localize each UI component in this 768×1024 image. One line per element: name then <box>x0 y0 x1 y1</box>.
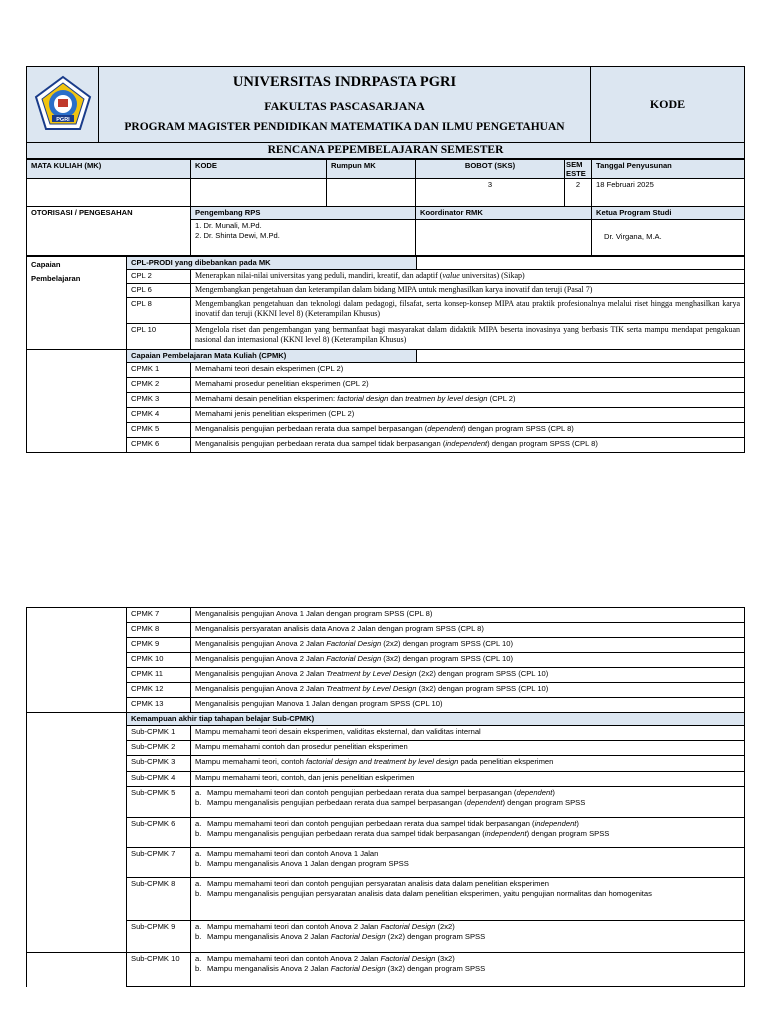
sub-8-b <box>195 889 740 899</box>
cpmk-7-text: Menganalisis pengujian Anova 1 Jalan dengan program SPSS (CPL 8) <box>191 608 745 623</box>
p2-left-empty-2 <box>27 713 127 953</box>
marker: a. <box>195 819 202 828</box>
rumpun-label: Rumpun MK <box>327 160 416 179</box>
cpl-header-empty <box>417 257 745 270</box>
t: Mampu menganalisis pengujian perbedaan rerata dua sampel berpasangan ( <box>207 798 467 807</box>
cpmk-10-text <box>191 653 745 668</box>
cpmk-3-i2: treatmen by level design <box>405 394 488 403</box>
rps-page-1 <box>26 66 744 453</box>
sub-cpmk-header: Kemampuan akhir tiap tahapan belajar Sub-CPMK) <box>127 713 745 726</box>
cpl-text <box>191 270 745 284</box>
cpmk-2-text: Memahami prosedur penelitian eksperimen (CPL 2) <box>191 378 745 393</box>
otorisasi-label: OTORISASI / PENGESAHAN <box>27 207 191 220</box>
header-table <box>26 66 745 159</box>
cpl-code: CPL 8 <box>127 298 191 324</box>
cpmk-code: CPMK 11 <box>127 668 191 683</box>
sub-3-b: pada penelitian eksperimen <box>458 757 554 766</box>
program-name: PROGRAM MAGISTER PENDIDIKAN MATEMATIKA DAN ILMU PENGETAHUAN <box>124 120 565 133</box>
t: dependent <box>466 798 503 807</box>
cpmk-12-a: Menganalisis pengujian Anova 2 Jalan <box>195 684 327 693</box>
cpmk-13-text: Menganalisis pengujian Manova 1 Jalan dengan program SPSS (CPL 10) <box>191 698 745 713</box>
marker: b. <box>195 932 202 941</box>
sub-5-b-text <box>207 798 585 808</box>
sub-6-a <box>195 819 740 829</box>
marker: b. <box>195 859 202 868</box>
university-name: UNIVERSITAS INDRPASTA PGRI <box>232 73 457 90</box>
t: independent <box>534 819 577 828</box>
cpmk-9-text <box>191 638 745 653</box>
cpmk-6-text <box>191 438 745 453</box>
rps-page-2 <box>26 607 744 987</box>
marker: a. <box>195 788 202 797</box>
semester-label: SEM ESTE <box>565 160 592 179</box>
t: (2x2) dengan program SPSS <box>385 932 486 941</box>
sub-cpmk-6-list <box>191 818 745 848</box>
sub-cpmk-code: Sub-CPMK 2 <box>127 741 191 756</box>
pengembang-2: 2. Dr. Shinta Dewi, M.Pd. <box>195 231 280 240</box>
cpl-code: CPL 6 <box>127 284 191 298</box>
cpl-code: CPL 2 <box>127 270 191 284</box>
t: ) <box>576 819 579 828</box>
capaian-label-line1: Capaian <box>31 260 61 269</box>
t: dependent <box>516 788 553 797</box>
rps-title: RENCANA PEPEMBELAJARAN SEMESTER <box>27 143 745 159</box>
cpl-10-text: Mengelola riset dan pengembangan yang bermanfaat bagi masyarakat dalam didaktik MIPA beserta inovasinya yang berbasis TIK serta mampu mendapat pengakuan nasional dan internasional (KKNI level 8) (Keterampilan Khusus) <box>191 324 745 350</box>
marker: b. <box>195 964 202 973</box>
t: Factorial Design <box>380 954 436 963</box>
t: Mampu memahami teori dan contoh Anova 2 Jalan <box>207 922 381 931</box>
tanggal-value: 18 Februari 2025 <box>592 179 745 207</box>
cpmk-9-a: Menganalisis pengujian Anova 2 Jalan <box>195 639 327 648</box>
t: ) dengan program SPSS <box>502 798 586 807</box>
tanggal-label: Tanggal Penyusunan <box>592 160 745 179</box>
semester-value: 2 <box>565 179 592 207</box>
capaian-label-line2: Pembelajaran <box>31 274 81 283</box>
cpmk-code: CPMK 9 <box>127 638 191 653</box>
cpmk-11-b: (2x2) dengan program SPSS (CPL 10) <box>416 669 549 678</box>
sub-cpmk-code: Sub-CPMK 9 <box>127 921 191 953</box>
rumpun-value <box>327 179 416 207</box>
cpmk-11-text <box>191 668 745 683</box>
cpmk-5-b: ) dengan program SPSS (CPL 8) <box>463 424 574 433</box>
cpmk-6-a: Menganalisis pengujian perbedaan rerata dua sampel tidak berpasangan ( <box>195 439 446 448</box>
sub-6-a-text <box>207 819 579 829</box>
university-logo-icon <box>33 75 93 131</box>
t: (2x2) <box>435 922 455 931</box>
cpl-8-text: Mengembangkan pengetahuan dan teknologi dalam pedagogi, filsafat, serta konsep-konsep MIPA atau praktik profesionalnya melalui riset hingga menghasilkan karya inovatif dan teruji (KKNI level 8) (Keterampilan Khusus) <box>191 298 745 324</box>
t: Mampu memahami teori dan contoh pengujian perbedaan rerata dua sampel tidak berpasangan ( <box>207 819 535 828</box>
cpmk-12-b: (3x2) dengan program SPSS (CPL 10) <box>416 684 549 693</box>
bobot-label: BOBOT (SKS) <box>416 160 565 179</box>
cpmk-left-empty <box>27 350 127 453</box>
cpmk-9-i: Factorial Design <box>326 639 382 648</box>
cpmk-3-text <box>191 393 745 408</box>
sub-6-b-text <box>207 829 609 839</box>
logo-cell <box>27 67 99 143</box>
kode-label: KODE <box>191 160 327 179</box>
institution-cell <box>99 67 591 143</box>
sub-9-b <box>195 932 740 942</box>
sub-3-i: factorial design and treatment by level design <box>306 757 459 766</box>
cpmk-5-a: Menganalisis pengujian perbedaan rerata dua sampel berpasangan ( <box>195 424 428 433</box>
cpmk-5-i: dependent <box>427 424 464 433</box>
marker: b. <box>195 798 202 807</box>
cpmk-12-text <box>191 683 745 698</box>
marker: a. <box>195 922 202 931</box>
t: Mampu menganalisis Anova 2 Jalan <box>207 964 331 973</box>
cpmk-code: CPMK 3 <box>127 393 191 408</box>
cpmk-code: CPMK 1 <box>127 363 191 378</box>
faculty-name: FAKULTAS PASCASARJANA <box>264 98 425 113</box>
cpmk-10-i: Factorial Design <box>326 654 382 663</box>
sub-cpmk-1-text: Mampu memahami teori desain eksperimen, validitas eksternal, dan validitas internal <box>191 726 745 741</box>
sub-8-a <box>195 879 740 889</box>
marker: b. <box>195 829 202 838</box>
marker: a. <box>195 849 202 858</box>
t: Factorial Design <box>380 922 436 931</box>
marker: a. <box>195 954 202 963</box>
pengembang-1: 1. Dr. Munali, M.Pd. <box>195 221 262 230</box>
capaian-table <box>26 256 745 453</box>
koordinator-label: Koordinator RMK <box>416 207 592 220</box>
mk-label: MATA KULIAH (MK) <box>27 160 191 179</box>
cpmk-code: CPMK 10 <box>127 653 191 668</box>
sub-10-b <box>195 964 740 974</box>
cpmk-12-i: Treatment by Level Design <box>326 684 417 693</box>
koordinator-value <box>416 220 592 256</box>
cpmk-4-text: Memahami jenis penelitian eksperimen (CPL 2) <box>191 408 745 423</box>
cpmk-code: CPMK 13 <box>127 698 191 713</box>
cpl-code: CPL 10 <box>127 324 191 350</box>
cpmk-1-text: Memahami teori desain eksperimen (CPL 2) <box>191 363 745 378</box>
t: Mampu menganalisis Anova 2 Jalan <box>207 932 331 941</box>
cpmk-10-b: (3x2) dengan program SPSS (CPL 10) <box>381 654 514 663</box>
cpl-2-text: Menerapkan nilai-nilai universitas yang peduli, mandiri, kreatif, dan adaptif (value universitas) (Sikap) <box>195 271 525 280</box>
sub-cpmk-code: Sub-CPMK 7 <box>127 848 191 878</box>
course-table <box>26 159 745 256</box>
sub-cpmk-10-list <box>191 953 745 987</box>
t: ) dengan program SPSS <box>526 829 610 838</box>
sub-6-b <box>195 829 740 839</box>
cpmk-code: CPMK 8 <box>127 623 191 638</box>
sub-8-b-text: Mampu menganalisis pengujian persyaratan analisis data dalam penelitian eksperimen, yaitu pengujian normalitas dan homogenitas <box>207 889 652 898</box>
t: Mampu memahami teori dan contoh Anova 2 Jalan <box>207 954 381 963</box>
sub-5-a-text <box>207 788 555 798</box>
sub-cpmk-3-text <box>191 756 745 772</box>
sub-cpmk-code: Sub-CPMK 1 <box>127 726 191 741</box>
kode-value <box>191 179 327 207</box>
mk-value <box>27 179 191 207</box>
cpmk-header: Capaian Pembelajaran Mata Kuliah (CPMK) <box>127 350 417 363</box>
kode-header-label: KODE <box>649 97 686 111</box>
sub-7-a-text: Mampu memahami teori dan contoh Anova 1 Jalan <box>207 849 379 858</box>
t: ) <box>552 788 555 797</box>
cpmk-6-b: ) dengan program SPSS (CPL 8) <box>487 439 598 448</box>
sub-10-a <box>195 954 740 964</box>
sub-10-a-text <box>207 954 455 964</box>
cpmk-3-i1: factorial design <box>337 394 389 403</box>
cpmk-code: CPMK 4 <box>127 408 191 423</box>
cpmk-header-empty <box>417 350 745 363</box>
sub-7-b-text: Mampu menganalisis Anova 1 Jalan dengan program SPSS <box>207 859 409 868</box>
cpmk-3-a: Memahami desain penelitian eksperimen: <box>195 394 338 403</box>
cpl-header: CPL-PRODI yang dibebankan pada MK <box>127 257 417 270</box>
marker: a. <box>195 879 202 888</box>
cpmk-3-c: (CPL 2) <box>487 394 516 403</box>
cpmk-11-i: Treatment by Level Design <box>326 669 417 678</box>
sub-cpmk-code: Sub-CPMK 3 <box>127 756 191 772</box>
cpmk-11-a: Menganalisis pengujian Anova 2 Jalan <box>195 669 327 678</box>
sub-5-a <box>195 788 740 798</box>
pengembang-list <box>191 220 416 256</box>
sub-7-b <box>195 859 740 869</box>
sub-cpmk-code: Sub-CPMK 10 <box>127 953 191 987</box>
t: independent <box>484 829 527 838</box>
sub-cpmk-5-list <box>191 787 745 818</box>
sub-cpmk-code: Sub-CPMK 5 <box>127 787 191 818</box>
t: Mampu memahami teori dan contoh pengujian perbedaan rerata dua sampel berpasangan ( <box>207 788 517 797</box>
sub-9-a-text <box>207 922 455 932</box>
cpmk-10-a: Menganalisis pengujian Anova 2 Jalan <box>195 654 327 663</box>
kaprodi-label: Ketua Program Studi <box>592 207 745 220</box>
sub-cpmk-9-list <box>191 921 745 953</box>
otorisasi-spacer <box>27 220 191 256</box>
cpmk-code: CPMK 7 <box>127 608 191 623</box>
sub-9-b-text <box>207 932 485 942</box>
cpmk-code: CPMK 2 <box>127 378 191 393</box>
logo-text: PGRI <box>55 117 70 123</box>
sub-cpmk-code: Sub-CPMK 4 <box>127 772 191 787</box>
cpmk-code: CPMK 5 <box>127 423 191 438</box>
sub-8-a-text: Mampu memahami teori dan contoh pengujian persyaratan analisis data dalam penelitian eksperimen <box>207 879 549 888</box>
sub-9-a <box>195 922 740 932</box>
capaian-label <box>27 257 127 350</box>
cpmk-9-b: (2x2) dengan program SPSS (CPL 10) <box>381 639 514 648</box>
cpmk-code: CPMK 12 <box>127 683 191 698</box>
marker: b. <box>195 889 202 898</box>
sub-cpmk-8-list <box>191 878 745 921</box>
cpmk-code: CPMK 6 <box>127 438 191 453</box>
page2-table <box>26 607 745 987</box>
cpmk-3-b: dan <box>388 394 406 403</box>
pengembang-label: Pengembang RPS <box>191 207 416 220</box>
kaprodi-value: Dr. Virgana, M.A. <box>592 220 745 256</box>
p2-left-empty-3 <box>27 953 127 987</box>
p2-left-empty-1 <box>27 608 127 713</box>
sub-cpmk-7-list <box>191 848 745 878</box>
cpmk-6-i: independent <box>445 439 488 448</box>
cpl-6-text: Mengembangkan pengetahuan dan keterampilan dalam bidang MIPA untuk menghasilkan karya inovatif dan teruji (Pasal 7) <box>191 284 745 298</box>
cpmk-5-text <box>191 423 745 438</box>
t: Mampu menganalisis pengujian perbedaan rerata dua sampel tidak berpasangan ( <box>207 829 485 838</box>
sub-cpmk-code: Sub-CPMK 8 <box>127 878 191 921</box>
kode-header-cell <box>591 67 745 143</box>
sub-3-a: Mampu memahami teori, contoh <box>195 757 306 766</box>
t: (3x2) <box>435 954 455 963</box>
sub-5-b <box>195 798 740 808</box>
sub-7-a <box>195 849 740 859</box>
cpmk-8-text: Menganalisis persyaratan analisis data Anova 2 Jalan dengan program SPSS (CPL 8) <box>191 623 745 638</box>
sub-10-b-text <box>207 964 485 974</box>
bobot-value: 3 <box>416 179 565 207</box>
t: (3x2) dengan program SPSS <box>385 964 486 973</box>
sub-cpmk-2-text: Mampu memahami contoh dan prosedur penelitian eksperimen <box>191 741 745 756</box>
t: Factorial Design <box>330 964 386 973</box>
sub-cpmk-4-text: Mampu memahami teori, contoh, dan jenis penelitian eskperimen <box>191 772 745 787</box>
t: Factorial Design <box>330 932 386 941</box>
sub-cpmk-code: Sub-CPMK 6 <box>127 818 191 848</box>
